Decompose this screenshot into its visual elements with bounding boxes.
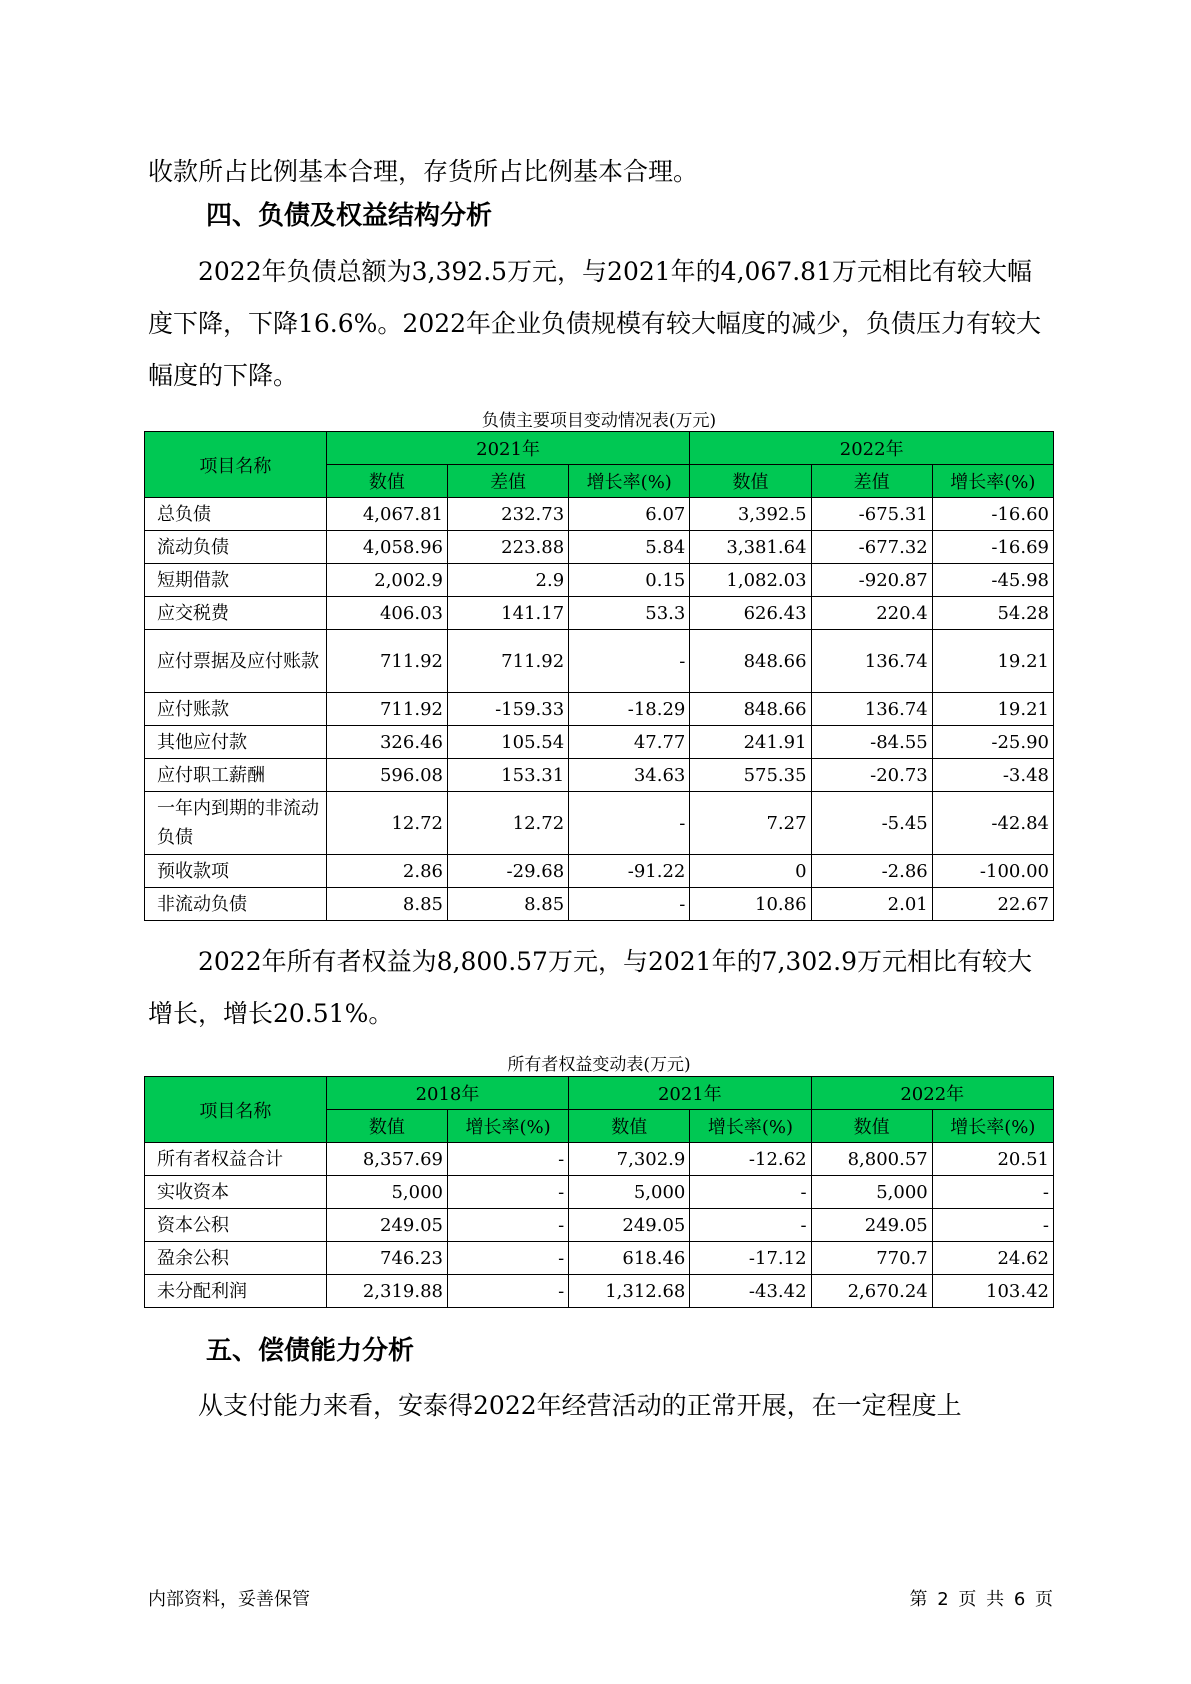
cell-r2: - xyxy=(690,1209,811,1242)
cell-r1: - xyxy=(447,1176,568,1209)
table-row xyxy=(145,792,1054,855)
cell-v3: 8,800.57 xyxy=(811,1143,932,1176)
row-label: 短期借款 xyxy=(145,564,327,597)
table1-col-diff: 差值 xyxy=(811,465,932,498)
table1-col-value: 数值 xyxy=(326,465,447,498)
cell-d2: -675.31 xyxy=(811,498,932,531)
cell-r3: - xyxy=(932,1209,1053,1242)
equity-table xyxy=(144,1076,1054,1308)
table-row xyxy=(145,498,1054,531)
cell-v2: 575.35 xyxy=(690,759,811,792)
cell-v2: 3,381.64 xyxy=(690,531,811,564)
cell-v2: 0 xyxy=(690,855,811,888)
cell-r2: 54.28 xyxy=(932,597,1053,630)
row-label: 实收资本 xyxy=(145,1176,327,1209)
row-label: 应付票据及应付账款 xyxy=(145,630,327,693)
cell-d1: 12.72 xyxy=(447,792,568,855)
cell-r1: -18.29 xyxy=(569,693,690,726)
section-heading-solvency: 五、偿债能力分析 xyxy=(206,1336,415,1366)
row-label: 未分配利润 xyxy=(145,1275,327,1308)
cell-v1: 4,067.81 xyxy=(326,498,447,531)
paragraph-equity: 2022年所有者权益为8,800.57万元，与2021年的7,302.9万元相比有较大增长，增长20.51%。 xyxy=(148,947,1032,1028)
cell-r1: 6.07 xyxy=(569,498,690,531)
table-row xyxy=(145,855,1054,888)
cell-r1: - xyxy=(447,1209,568,1242)
cell-r2: -16.69 xyxy=(932,531,1053,564)
table2-col-rate: 增长率(%) xyxy=(447,1110,568,1143)
cell-r1: - xyxy=(447,1143,568,1176)
cell-r1: 0.15 xyxy=(569,564,690,597)
cell-d2: -5.45 xyxy=(811,792,932,855)
row-label: 非流动负债 xyxy=(145,888,327,921)
cell-d1: 153.31 xyxy=(447,759,568,792)
cell-v1: 2,319.88 xyxy=(326,1275,447,1308)
cell-r2: -17.12 xyxy=(690,1242,811,1275)
cell-v3: 5,000 xyxy=(811,1176,932,1209)
paragraph-continued: 收款所占比例基本合理，存货所占比例基本合理。 xyxy=(148,157,699,186)
cell-v1: 2.86 xyxy=(326,855,447,888)
table-row xyxy=(145,759,1054,792)
cell-r2: -12.62 xyxy=(690,1143,811,1176)
row-label: 总负债 xyxy=(145,498,327,531)
footer-page-number: 第 2 页 共 6 页 xyxy=(909,1589,1053,1610)
cell-v2: 1,082.03 xyxy=(690,564,811,597)
row-label: 其他应付款 xyxy=(145,726,327,759)
table2-col-value: 数值 xyxy=(811,1110,932,1143)
row-label: 所有者权益合计 xyxy=(145,1143,327,1176)
cell-d1: 141.17 xyxy=(447,597,568,630)
table-row xyxy=(145,888,1054,921)
cell-d2: 136.74 xyxy=(811,693,932,726)
cell-r2: -43.42 xyxy=(690,1275,811,1308)
cell-v1: 711.92 xyxy=(326,693,447,726)
cell-v3: 2,670.24 xyxy=(811,1275,932,1308)
cell-d1: 223.88 xyxy=(447,531,568,564)
cell-v2: 626.43 xyxy=(690,597,811,630)
cell-r2: 19.21 xyxy=(932,693,1053,726)
cell-r3: 103.42 xyxy=(932,1275,1053,1308)
table-row xyxy=(145,597,1054,630)
cell-d1: 8.85 xyxy=(447,888,568,921)
table-row xyxy=(145,1242,1054,1275)
row-label: 应付账款 xyxy=(145,693,327,726)
cell-r1: 53.3 xyxy=(569,597,690,630)
table2-year-2022-header: 2022年 xyxy=(811,1077,1053,1110)
cell-r1: - xyxy=(569,630,690,693)
table1-col-rate: 增长率(%) xyxy=(932,465,1053,498)
paragraph-liabilities: 2022年负债总额为3,392.5万元，与2021年的4,067.81万元相比有较大幅度下降，下降16.6%。2022年企业负债规模有较大幅度的减少，负债压力有较大幅度的下降。 xyxy=(148,257,1042,390)
cell-d2: -2.86 xyxy=(811,855,932,888)
cell-r3: - xyxy=(932,1176,1053,1209)
cell-d2: -84.55 xyxy=(811,726,932,759)
table1-caption: 负债主要项目变动情况表(万元) xyxy=(481,411,717,431)
cell-d2: 220.4 xyxy=(811,597,932,630)
cell-r2: -3.48 xyxy=(932,759,1053,792)
cell-v1: 8,357.69 xyxy=(326,1143,447,1176)
table2-col-rate: 增长率(%) xyxy=(690,1110,811,1143)
table1-item-header: 项目名称 xyxy=(145,432,327,498)
table2-col-value: 数值 xyxy=(569,1110,690,1143)
cell-d1: 232.73 xyxy=(447,498,568,531)
cell-r2: -25.90 xyxy=(932,726,1053,759)
cell-v2: 618.46 xyxy=(569,1242,690,1275)
cell-d2: 2.01 xyxy=(811,888,932,921)
row-label: 应付职工薪酬 xyxy=(145,759,327,792)
table1-col-value: 数值 xyxy=(690,465,811,498)
row-label: 资本公积 xyxy=(145,1209,327,1242)
cell-v1: 2,002.9 xyxy=(326,564,447,597)
cell-d2: -677.32 xyxy=(811,531,932,564)
cell-v2: 249.05 xyxy=(569,1209,690,1242)
cell-r2: - xyxy=(690,1176,811,1209)
table-row xyxy=(145,693,1054,726)
cell-d2: 136.74 xyxy=(811,630,932,693)
row-label: 流动负债 xyxy=(145,531,327,564)
cell-v1: 8.85 xyxy=(326,888,447,921)
liabilities-table xyxy=(144,431,1054,921)
cell-d1: 711.92 xyxy=(447,630,568,693)
table-row xyxy=(145,630,1054,693)
table1-year-2021-header: 2021年 xyxy=(326,432,690,465)
cell-r3: 24.62 xyxy=(932,1242,1053,1275)
cell-v2: 5,000 xyxy=(569,1176,690,1209)
cell-d1: -29.68 xyxy=(447,855,568,888)
footer-confidential: 内部资料，妥善保管 xyxy=(148,1589,310,1610)
row-label: 一年内到期的非流动负债 xyxy=(145,792,327,855)
cell-r2: -42.84 xyxy=(932,792,1053,855)
table2-item-header: 项目名称 xyxy=(145,1077,327,1143)
cell-v1: 326.46 xyxy=(326,726,447,759)
cell-d2: -920.87 xyxy=(811,564,932,597)
table-row xyxy=(145,564,1054,597)
table2-col-rate: 增长率(%) xyxy=(932,1110,1053,1143)
cell-r1: - xyxy=(569,792,690,855)
table1-col-diff: 差值 xyxy=(447,465,568,498)
cell-d1: 105.54 xyxy=(447,726,568,759)
cell-d2: -20.73 xyxy=(811,759,932,792)
cell-v1: 12.72 xyxy=(326,792,447,855)
table1-year-2022-header: 2022年 xyxy=(690,432,1054,465)
cell-v1: 4,058.96 xyxy=(326,531,447,564)
cell-d1: -159.33 xyxy=(447,693,568,726)
cell-v2: 7.27 xyxy=(690,792,811,855)
cell-v2: 7,302.9 xyxy=(569,1143,690,1176)
cell-v2: 1,312.68 xyxy=(569,1275,690,1308)
cell-v2: 3,392.5 xyxy=(690,498,811,531)
cell-r1: - xyxy=(447,1242,568,1275)
table-row xyxy=(145,531,1054,564)
cell-r1: 5.84 xyxy=(569,531,690,564)
section-heading-liabilities-equity: 四、负债及权益结构分析 xyxy=(206,201,493,231)
cell-r1: 47.77 xyxy=(569,726,690,759)
cell-d1: 2.9 xyxy=(447,564,568,597)
cell-v1: 5,000 xyxy=(326,1176,447,1209)
cell-v3: 249.05 xyxy=(811,1209,932,1242)
cell-v1: 746.23 xyxy=(326,1242,447,1275)
cell-r1: - xyxy=(569,888,690,921)
cell-v3: 770.7 xyxy=(811,1242,932,1275)
table-row xyxy=(145,1143,1054,1176)
cell-r2: -100.00 xyxy=(932,855,1053,888)
cell-r2: -16.60 xyxy=(932,498,1053,531)
table2-col-value: 数值 xyxy=(326,1110,447,1143)
paragraph-solvency: 从支付能力来看，安泰得2022年经营活动的正常开展，在一定程度上 xyxy=(198,1391,962,1420)
cell-v2: 848.66 xyxy=(690,693,811,726)
cell-v2: 10.86 xyxy=(690,888,811,921)
cell-r1: 34.63 xyxy=(569,759,690,792)
cell-r2: 19.21 xyxy=(932,630,1053,693)
cell-v2: 241.91 xyxy=(690,726,811,759)
table-row xyxy=(145,726,1054,759)
table-row xyxy=(145,1176,1054,1209)
table2-caption: 所有者权益变动表(万元) xyxy=(507,1055,691,1075)
cell-v1: 596.08 xyxy=(326,759,447,792)
cell-r2: -45.98 xyxy=(932,564,1053,597)
cell-r2: 22.67 xyxy=(932,888,1053,921)
table-row xyxy=(145,1209,1054,1242)
cell-r3: 20.51 xyxy=(932,1143,1053,1176)
table2-year-2018-header: 2018年 xyxy=(326,1077,568,1110)
cell-v1: 249.05 xyxy=(326,1209,447,1242)
table2-year-2021-header: 2021年 xyxy=(569,1077,811,1110)
cell-v1: 711.92 xyxy=(326,630,447,693)
cell-v2: 848.66 xyxy=(690,630,811,693)
row-label: 应交税费 xyxy=(145,597,327,630)
cell-v1: 406.03 xyxy=(326,597,447,630)
cell-r1: -91.22 xyxy=(569,855,690,888)
table1-col-rate: 增长率(%) xyxy=(569,465,690,498)
row-label: 预收款项 xyxy=(145,855,327,888)
row-label: 盈余公积 xyxy=(145,1242,327,1275)
table-row xyxy=(145,1275,1054,1308)
cell-r1: - xyxy=(447,1275,568,1308)
